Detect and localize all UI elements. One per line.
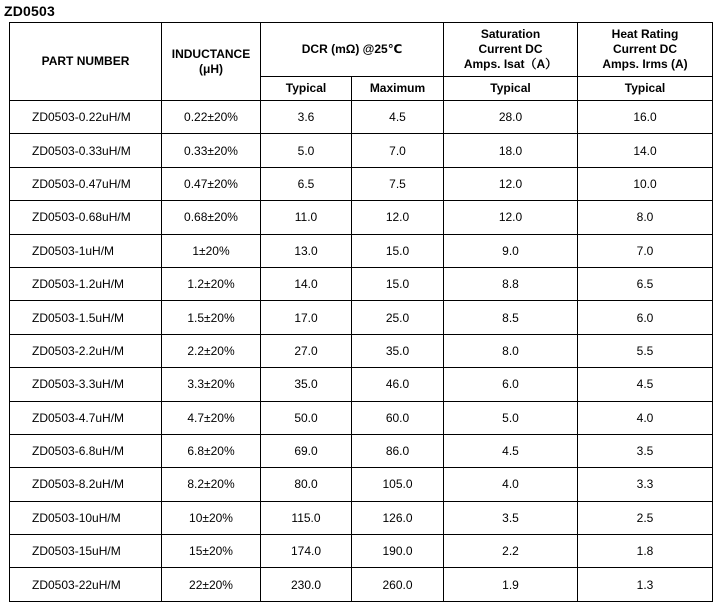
- cell-dcr-typical: 14.0: [261, 267, 352, 300]
- cell-part-number: ZD0503-4.7uH/M: [10, 401, 162, 434]
- cell-heat-rating-current: 3.5: [578, 434, 713, 467]
- table-row: [10, 201, 713, 234]
- cell-heat-rating-current: 5.5: [578, 334, 713, 367]
- cell-saturation-current: 8.0: [444, 334, 578, 367]
- cell-inductance: 15±20%: [162, 535, 261, 568]
- header-heat-line2: Current DC: [612, 42, 677, 56]
- cell-heat-rating-current: 2.5: [578, 501, 713, 534]
- cell-saturation-current: 1.9: [444, 568, 578, 601]
- cell-dcr-typical: 69.0: [261, 434, 352, 467]
- header-part-number: PART NUMBER: [10, 23, 162, 101]
- cell-dcr-typical: 6.5: [261, 167, 352, 200]
- cell-dcr-maximum: 25.0: [352, 301, 444, 334]
- cell-inductance: 1.5±20%: [162, 301, 261, 334]
- cell-dcr-typical: 3.6: [261, 101, 352, 134]
- cell-inductance: 6.8±20%: [162, 434, 261, 467]
- cell-heat-rating-current: 6.0: [578, 301, 713, 334]
- cell-dcr-maximum: 46.0: [352, 368, 444, 401]
- table-row: [10, 101, 713, 134]
- cell-inductance: 0.68±20%: [162, 201, 261, 234]
- cell-heat-rating-current: 16.0: [578, 101, 713, 134]
- cell-heat-rating-current: 4.5: [578, 368, 713, 401]
- cell-saturation-current: 8.8: [444, 267, 578, 300]
- cell-dcr-typical: 35.0: [261, 368, 352, 401]
- table-row: [10, 368, 713, 401]
- cell-saturation-current: 18.0: [444, 134, 578, 167]
- table-row: [10, 234, 713, 267]
- cell-dcr-typical: 115.0: [261, 501, 352, 534]
- cell-part-number: ZD0503-6.8uH/M: [10, 434, 162, 467]
- table-row: [10, 501, 713, 534]
- cell-saturation-current: 3.5: [444, 501, 578, 534]
- cell-part-number: ZD0503-8.2uH/M: [10, 468, 162, 501]
- cell-dcr-typical: 174.0: [261, 535, 352, 568]
- cell-heat-rating-current: 8.0: [578, 201, 713, 234]
- cell-saturation-current: 6.0: [444, 368, 578, 401]
- cell-inductance: 1±20%: [162, 234, 261, 267]
- header-inductance: [162, 23, 261, 101]
- header-dcr-maximum: Maximum: [352, 77, 444, 101]
- cell-inductance: 4.7±20%: [162, 401, 261, 434]
- header-heat-line3: Amps. Irms (A): [602, 57, 688, 71]
- header-saturation-line1: Saturation: [480, 27, 541, 41]
- cell-part-number: ZD0503-0.22uH/M: [10, 101, 162, 134]
- cell-dcr-maximum: 7.5: [352, 167, 444, 200]
- cell-inductance: 0.47±20%: [162, 167, 261, 200]
- cell-part-number: ZD0503-22uH/M: [10, 568, 162, 601]
- cell-saturation-current: 12.0: [444, 167, 578, 200]
- cell-part-number: ZD0503-1.2uH/M: [10, 267, 162, 300]
- cell-part-number: ZD0503-15uH/M: [10, 535, 162, 568]
- cell-heat-rating-current: 6.5: [578, 267, 713, 300]
- cell-inductance: 3.3±20%: [162, 368, 261, 401]
- cell-dcr-maximum: 12.0: [352, 201, 444, 234]
- cell-dcr-maximum: 15.0: [352, 234, 444, 267]
- cell-saturation-current: 4.0: [444, 468, 578, 501]
- cell-heat-rating-current: 14.0: [578, 134, 713, 167]
- table-row: [10, 401, 713, 434]
- cell-dcr-typical: 80.0: [261, 468, 352, 501]
- cell-dcr-maximum: 126.0: [352, 501, 444, 534]
- header-saturation-line2: Current DC: [478, 42, 543, 56]
- cell-dcr-typical: 11.0: [261, 201, 352, 234]
- table-row: [10, 568, 713, 601]
- cell-part-number: ZD0503-3.3uH/M: [10, 368, 162, 401]
- table-row: [10, 468, 713, 501]
- cell-inductance: 22±20%: [162, 568, 261, 601]
- cell-inductance: 0.33±20%: [162, 134, 261, 167]
- cell-saturation-current: 8.5: [444, 301, 578, 334]
- table-row: [10, 434, 713, 467]
- table-row: [10, 167, 713, 200]
- header-dcr-typical: Typical: [261, 77, 352, 101]
- table-row: [10, 267, 713, 300]
- table-row: [10, 134, 713, 167]
- header-heat-typical: Typical: [578, 77, 713, 101]
- cell-heat-rating-current: 10.0: [578, 167, 713, 200]
- cell-dcr-typical: 50.0: [261, 401, 352, 434]
- cell-dcr-maximum: 15.0: [352, 267, 444, 300]
- cell-heat-rating-current: 4.0: [578, 401, 713, 434]
- cell-inductance: 0.22±20%: [162, 101, 261, 134]
- cell-dcr-maximum: 190.0: [352, 535, 444, 568]
- cell-inductance: 8.2±20%: [162, 468, 261, 501]
- cell-part-number: ZD0503-0.33uH/M: [10, 134, 162, 167]
- cell-part-number: ZD0503-10uH/M: [10, 501, 162, 534]
- header-inductance-line2: (μH): [199, 61, 223, 76]
- cell-inductance: 10±20%: [162, 501, 261, 534]
- cell-saturation-current: 28.0: [444, 101, 578, 134]
- cell-saturation-current: 12.0: [444, 201, 578, 234]
- cell-heat-rating-current: 1.3: [578, 568, 713, 601]
- table-row: [10, 334, 713, 367]
- table-row: [10, 301, 713, 334]
- cell-part-number: ZD0503-0.68uH/M: [10, 201, 162, 234]
- header-saturation-line3: Amps. Isat（A）: [463, 57, 558, 71]
- cell-part-number: ZD0503-0.47uH/M: [10, 167, 162, 200]
- cell-saturation-current: 2.2: [444, 535, 578, 568]
- cell-inductance: 1.2±20%: [162, 267, 261, 300]
- cell-dcr-typical: 17.0: [261, 301, 352, 334]
- cell-heat-rating-current: 1.8: [578, 535, 713, 568]
- cell-part-number: ZD0503-1uH/M: [10, 234, 162, 267]
- cell-dcr-maximum: 35.0: [352, 334, 444, 367]
- cell-dcr-maximum: 7.0: [352, 134, 444, 167]
- table-header: [10, 23, 713, 101]
- header-saturation-current: [444, 23, 578, 77]
- cell-dcr-maximum: 260.0: [352, 568, 444, 601]
- table-row: [10, 535, 713, 568]
- cell-dcr-typical: 27.0: [261, 334, 352, 367]
- cell-dcr-maximum: 105.0: [352, 468, 444, 501]
- cell-dcr-maximum: 60.0: [352, 401, 444, 434]
- table-body: [10, 101, 713, 602]
- header-dcr: DCR (mΩ) @25℃: [261, 23, 444, 77]
- header-saturation-typical: Typical: [444, 77, 578, 101]
- cell-dcr-maximum: 86.0: [352, 434, 444, 467]
- cell-dcr-typical: 230.0: [261, 568, 352, 601]
- cell-saturation-current: 4.5: [444, 434, 578, 467]
- header-heat-line1: Heat Rating: [611, 27, 679, 41]
- cell-saturation-current: 9.0: [444, 234, 578, 267]
- cell-dcr-typical: 5.0: [261, 134, 352, 167]
- header-heat-rating: [578, 23, 713, 77]
- cell-heat-rating-current: 3.3: [578, 468, 713, 501]
- cell-part-number: ZD0503-1.5uH/M: [10, 301, 162, 334]
- page-title: ZD0503: [4, 3, 56, 19]
- cell-dcr-maximum: 4.5: [352, 101, 444, 134]
- cell-saturation-current: 5.0: [444, 401, 578, 434]
- specification-table: [9, 22, 713, 602]
- cell-part-number: ZD0503-2.2uH/M: [10, 334, 162, 367]
- cell-dcr-typical: 13.0: [261, 234, 352, 267]
- cell-inductance: 2.2±20%: [162, 334, 261, 367]
- header-inductance-line1: INDUCTANCE: [171, 46, 251, 61]
- cell-heat-rating-current: 7.0: [578, 234, 713, 267]
